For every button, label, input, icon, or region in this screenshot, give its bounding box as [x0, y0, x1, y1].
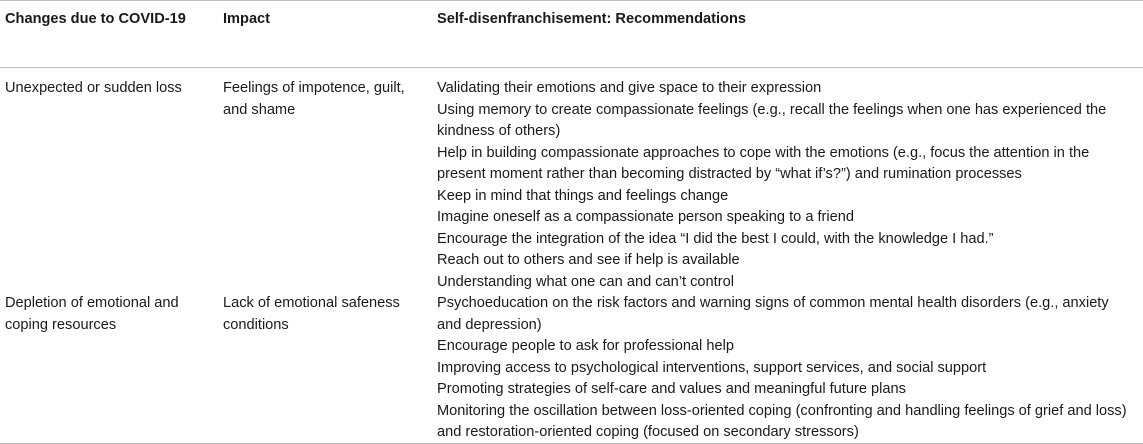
- table-top-rule: [0, 0, 1143, 1]
- header-changes: Changes due to COVID-19: [5, 11, 186, 27]
- recommendation-item: Understanding what one can and can’t control: [437, 273, 734, 290]
- header-impact: Impact: [223, 11, 271, 27]
- recommendation-item: Monitoring the oscillation between loss-oriented coping (confronting and handling feelings of grief and loss) and restoration-oriented coping (focused on secondary stressors): [437, 402, 1127, 440]
- table-header-rule: [0, 67, 1143, 68]
- row-impact-cell: Feelings of impotence, guilt, and shame: [223, 80, 405, 118]
- recommendation-item: Encourage the integration of the idea “I did the best I could, with the knowledge I had.”: [437, 230, 994, 247]
- recommendation-item: Improving access to psychological interventions, support services, and social support: [437, 359, 987, 376]
- recommendation-item: Psychoeducation on the risk factors and warning signs of common mental health disorders (e.g., anxiety and depression): [437, 295, 1109, 333]
- row-change-cell: Unexpected or sudden loss: [5, 80, 182, 96]
- recommendation-item: Imagine oneself as a compassionate person speaking to a friend: [437, 209, 854, 225]
- header-recommendations: Self-disenfranchisement: Recommendations: [437, 11, 746, 27]
- recommendation-item: Keep in mind that things and feelings change: [437, 187, 729, 204]
- row-recommendations-cell: [437, 293, 1137, 444]
- row-change-cell: Depletion of emotional and coping resources: [5, 295, 179, 333]
- recommendation-item: Validating their emotions and give space to their expression: [437, 80, 822, 96]
- recommendation-item: Help in building compassionate approaches to cope with the emotions (e.g., focus the attention in the present moment rather than becoming distracted by “what if’s?”) and rumination processes: [437, 144, 1090, 182]
- recommendation-item: Using memory to create compassionate feelings (e.g., recall the feelings when one has experienced the kindness of others): [437, 101, 1107, 139]
- recommendation-item: Encourage people to ask for professional help: [437, 338, 734, 354]
- recommendation-item: Reach out to others and see if help is available: [437, 252, 740, 268]
- recommendation-item: Promoting strategies of self-care and values and meaningful future plans: [437, 381, 906, 397]
- row-impact-cell: Lack of emotional safeness conditions: [223, 295, 400, 333]
- row-recommendations-cell: [437, 78, 1137, 293]
